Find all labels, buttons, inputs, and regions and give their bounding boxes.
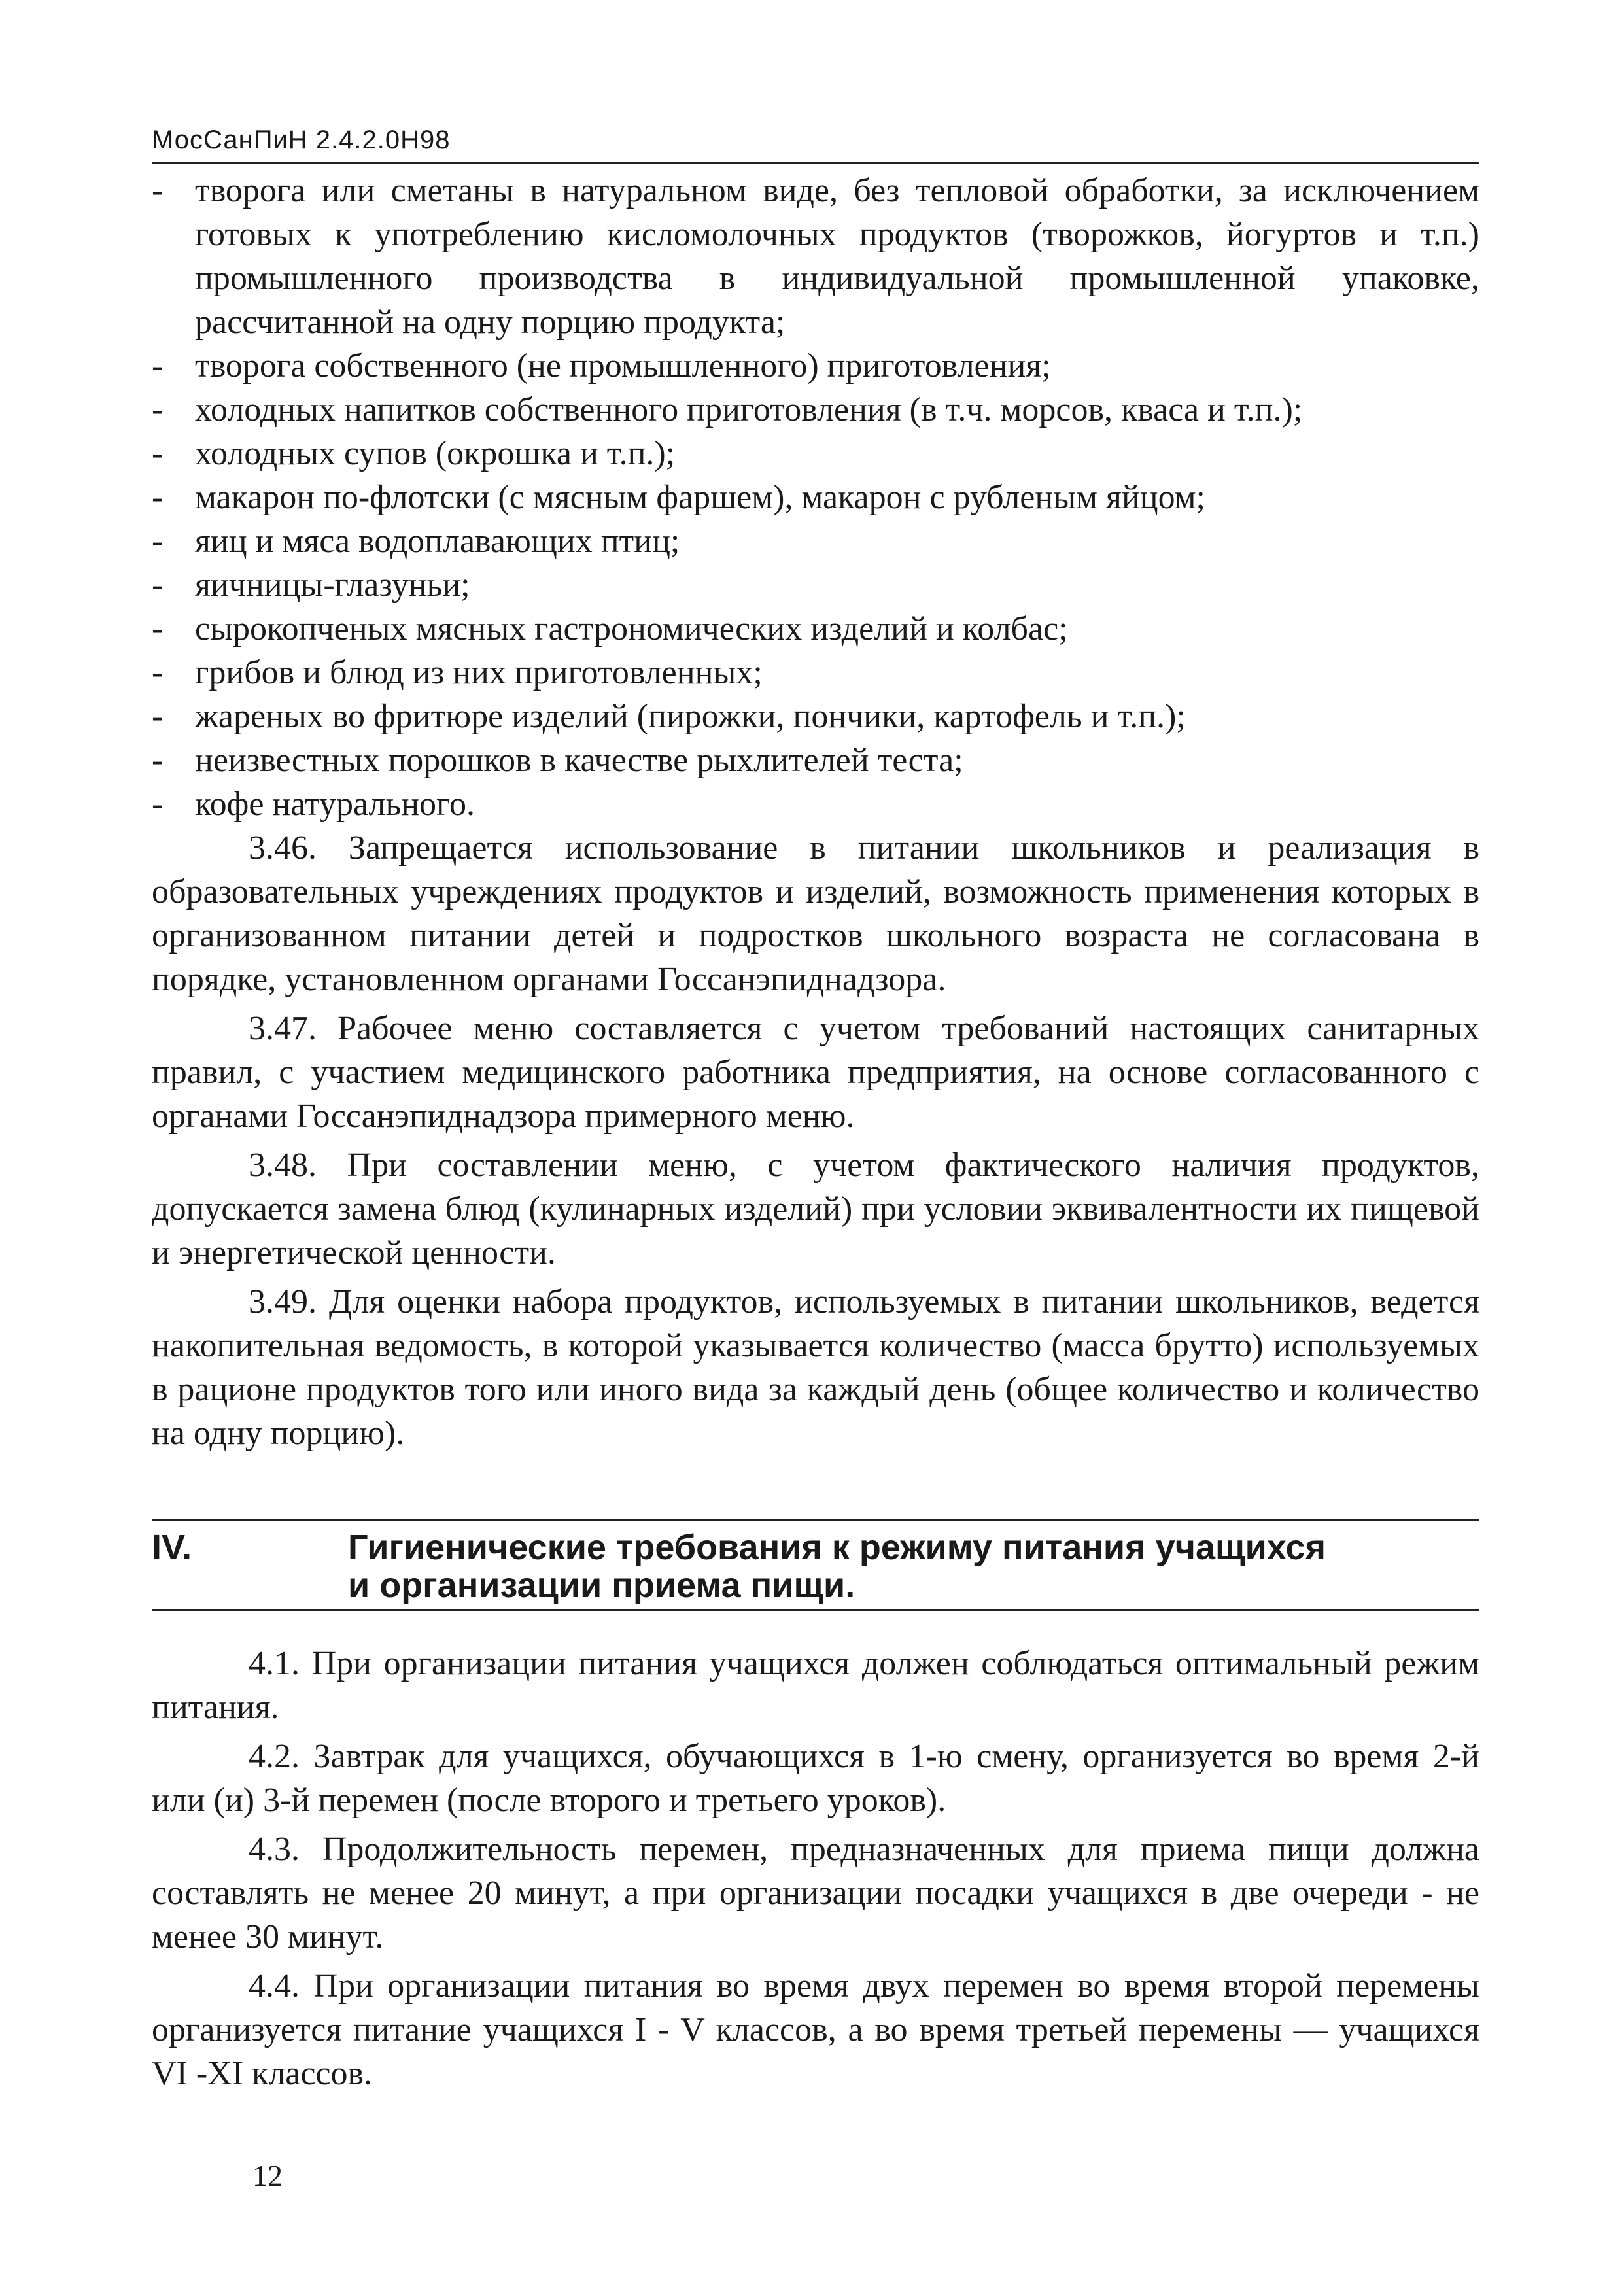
paragraph-3-48: 3.48. При составлении меню, с учетом фактического наличия продуктов, допускается замена блюд (кулинарных изделий) при условии эквивалентности их пищевой и энергетической ценности. bbox=[152, 1147, 1479, 1271]
list-item-text: кофе натурального. bbox=[195, 785, 475, 823]
page-number: 12 bbox=[252, 2159, 283, 2192]
section-title bbox=[348, 1528, 1326, 1604]
list-item bbox=[152, 388, 1479, 432]
section-title-line-2: и организации приема пищи. bbox=[348, 1566, 855, 1605]
list-item-text: сырокопченых мясных гастрономических изделий и колбас; bbox=[195, 610, 1068, 647]
document-body bbox=[152, 169, 1479, 1455]
list-item-text: макарон по-флотски (с мясным фаршем), макарон с рубленым яйцом; bbox=[195, 479, 1205, 516]
list-item-text: яиц и мяса водоплавающих птиц; bbox=[195, 523, 680, 560]
section-numeral: IV. bbox=[152, 1528, 192, 1567]
paragraph-4-1: 4.1. При организации питания учащихся должен соблюдаться оптимальный режим питания. bbox=[152, 1645, 1479, 1726]
list-item bbox=[152, 651, 1479, 695]
section-rule-top bbox=[152, 1519, 1479, 1521]
paragraph-4-4: 4.4. При организации питания во время двух перемен во время второй перемены организуется питание учащихся I - V классов, а во время третьей перемены — учащихся VI -XI классов. bbox=[152, 1967, 1479, 2092]
list-dash: - bbox=[152, 347, 164, 385]
paragraph-4-2: 4.2. Завтрак для учащихся, обучающихся в 1-ю смену, организуется во время 2-й или (и) 3-й перемен (после второго и третьего уроков). bbox=[152, 1738, 1479, 1819]
list-item bbox=[152, 738, 1479, 782]
list-item bbox=[152, 782, 1479, 826]
section-body bbox=[152, 1642, 1479, 2096]
paragraph-3-46: 3.46. Запрещается использование в питании школьников и реализация в образовательных учреждениях продуктов и изделий, возможность применения которых в организованном питании детей и подростков школьного возраста не согласована в порядке, установленном органами Госсанэпиднадзора. bbox=[152, 829, 1479, 998]
list-dash: - bbox=[152, 172, 164, 209]
section-rule-bottom bbox=[152, 1609, 1479, 1611]
list-item-text: творога или сметаны в натуральном виде, без тепловой обработки, за исключением готовых к употреблению кисломолочных продуктов (творожков, йогуртов и т.п.) промышленного производства в индивидуальной промышленной упаковке, рассчитанной на одну порцию продукта; bbox=[195, 172, 1479, 341]
list-item bbox=[152, 519, 1479, 563]
list-item bbox=[152, 344, 1479, 388]
list-item-text: холодных супов (окрошка и т.п.); bbox=[195, 435, 676, 472]
section-heading bbox=[152, 1519, 1479, 1610]
list-item bbox=[152, 695, 1479, 738]
list-item-text: холодных напитков собственного приготовления (в т.ч. морсов, кваса и т.п.); bbox=[195, 391, 1303, 428]
list-item bbox=[152, 563, 1479, 607]
list-item bbox=[152, 475, 1479, 519]
list-dash: - bbox=[152, 566, 164, 604]
paragraph-3-49: 3.49. Для оценки набора продуктов, используемых в питании школьников, ведется накопительная ведомость, в которой указывается количество (масса брутто) используемых в рационе продуктов того или иного вида за каждый день (общее количество и количество на одну порцию). bbox=[152, 1283, 1479, 1452]
list-dash: - bbox=[152, 435, 164, 472]
list-dash: - bbox=[152, 523, 164, 560]
list-item bbox=[152, 432, 1479, 475]
paragraph-4-3: 4.3. Продолжительность перемен, предназначенных для приема пищи должна составлять не менее 20 минут, а при организации посадки учащихся в две очереди - не менее 30 минут. bbox=[152, 1831, 1479, 1956]
list-dash: - bbox=[152, 785, 164, 823]
list-item-text: жареных во фритюре изделий (пирожки, пончики, картофель и т.п.); bbox=[195, 698, 1186, 735]
running-header: МосСанПиН 2.4.2.0Н98 bbox=[152, 126, 451, 154]
list-item-text: грибов и блюд из них приготовленных; bbox=[195, 654, 763, 691]
list-dash: - bbox=[152, 654, 164, 691]
list-dash: - bbox=[152, 479, 164, 516]
list-dash: - bbox=[152, 698, 164, 735]
list-item-text: яичницы-глазуньи; bbox=[195, 566, 470, 604]
header-rule bbox=[152, 162, 1479, 164]
list-item-text: творога собственного (не промышленного) приготовления; bbox=[195, 347, 1051, 385]
paragraph-3-47: 3.47. Рабочее меню составляется с учетом требований настоящих санитарных правил, с участием медицинского работника предприятия, на основе согласованного с органами Госсанэпиднадзора примерного меню. bbox=[152, 1010, 1479, 1135]
list-dash: - bbox=[152, 610, 164, 647]
list-item bbox=[152, 169, 1479, 344]
list-item-text: неизвестных порошков в качестве рыхлителей теста; bbox=[195, 742, 963, 779]
list-dash: - bbox=[152, 391, 164, 428]
section-title-line-1: Гигиенические требования к режиму питания учащихся bbox=[348, 1528, 1326, 1567]
list-dash: - bbox=[152, 742, 164, 779]
list-item bbox=[152, 607, 1479, 651]
